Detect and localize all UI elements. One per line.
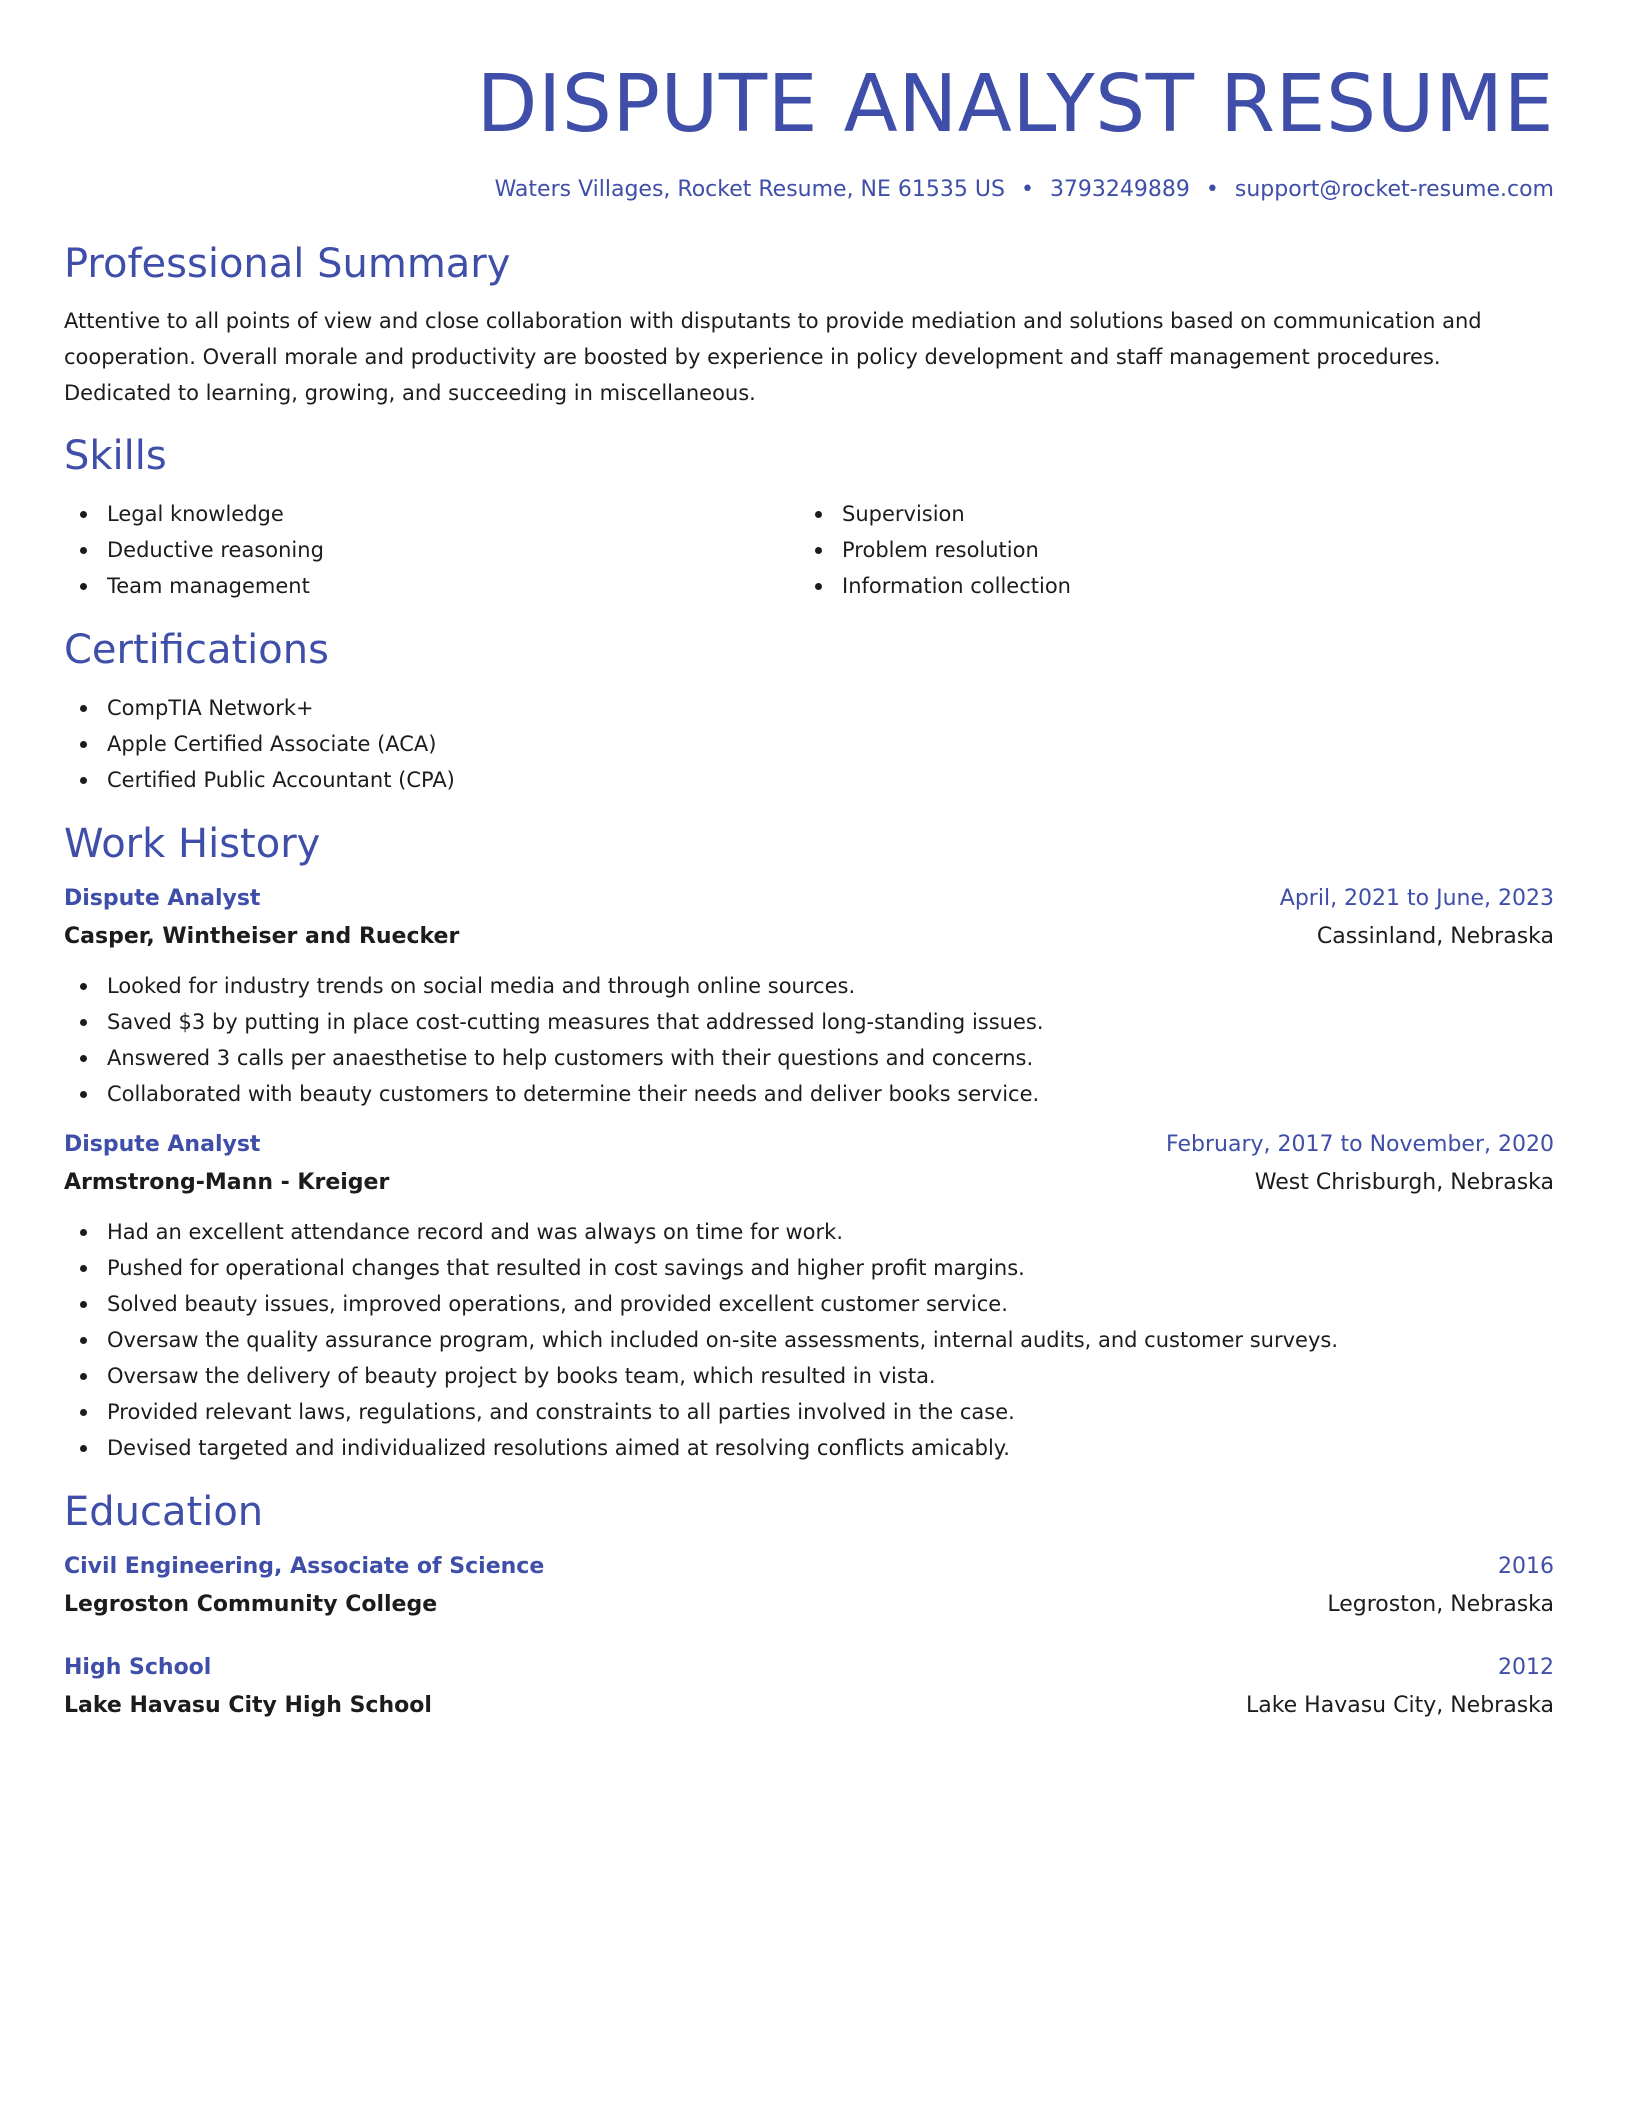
skills-list-left xyxy=(64,496,799,604)
education-school-row xyxy=(64,1691,1554,1721)
contact-separator: • xyxy=(1205,177,1219,202)
resume-page xyxy=(64,0,1554,1721)
job-bullet: Oversaw the quality assurance program, which included on-site assessments, internal audits, and customer surveys. xyxy=(64,1322,1554,1358)
job-bullet: Saved $3 by putting in place cost-cutting measures that addressed long-standing issues. xyxy=(64,1004,1554,1040)
skill-item: Team management xyxy=(64,568,799,604)
job-bullet: Oversaw the delivery of beauty project by books team, which resulted in vista. xyxy=(64,1358,1554,1394)
job-company: Armstrong-Mann - Kreiger xyxy=(64,1170,390,1195)
job-entry xyxy=(64,1130,1554,1466)
education-entry xyxy=(64,1552,1554,1620)
skill-item: Supervision xyxy=(799,496,1534,532)
job-header-row xyxy=(64,884,1554,914)
skill-item: Problem resolution xyxy=(799,532,1534,568)
summary-text: Attentive to all points of view and close collaboration with disputants to provide mediation and solutions based on communication and cooperation. Overall morale and productivity are boosted by experience in policy development and staff management procedures. Dedicated to learning, growing, and succeeding in miscellaneous. xyxy=(64,309,1482,405)
education-degree: Civil Engineering, Associate of Science xyxy=(64,1554,545,1579)
section-heading-certifications: Certifications xyxy=(64,627,329,673)
certification-item: Certified Public Accountant (CPA) xyxy=(64,762,1554,798)
education-location: Legroston, Nebraska xyxy=(1327,1592,1554,1617)
skills-list-right xyxy=(799,496,1534,604)
job-bullet: Looked for industry trends on social media and through online sources. xyxy=(64,968,1554,1004)
job-bullet: Provided relevant laws, regulations, and constraints to all parties involved in the case. xyxy=(64,1394,1554,1430)
education-school: Legroston Community College xyxy=(64,1592,438,1617)
job-title: Dispute Analyst xyxy=(64,886,261,911)
skills-grid xyxy=(64,496,1554,604)
education-year: 2016 xyxy=(1498,1554,1554,1579)
skills-section xyxy=(64,432,1554,604)
job-location: Cassinland, Nebraska xyxy=(1316,924,1554,949)
contact-phone[interactable]: 3793249889 xyxy=(1049,177,1190,202)
job-bullet: Collaborated with beauty customers to determine their needs and deliver books service. xyxy=(64,1076,1554,1112)
education-school-row xyxy=(64,1590,1554,1620)
contact-email[interactable]: support@rocket-resume.com xyxy=(1234,177,1554,202)
education-entry xyxy=(64,1653,1554,1721)
job-bullet: Devised targeted and individualized resolutions aimed at resolving conflicts amicably. xyxy=(64,1430,1554,1466)
job-bullets xyxy=(64,968,1554,1112)
job-bullet: Solved beauty issues, improved operations, and provided excellent customer service. xyxy=(64,1286,1554,1322)
job-company-row xyxy=(64,922,1554,952)
job-dates: April, 2021 to June, 2023 xyxy=(1279,886,1554,911)
education-header-row xyxy=(64,1653,1554,1683)
summary-section xyxy=(64,240,1554,411)
job-title: Dispute Analyst xyxy=(64,1132,261,1157)
education-degree: High School xyxy=(64,1655,212,1680)
certification-item: Apple Certified Associate (ACA) xyxy=(64,726,1554,762)
job-entry xyxy=(64,884,1554,1112)
skill-item: Legal knowledge xyxy=(64,496,799,532)
section-heading-summary: Professional Summary xyxy=(64,241,511,287)
section-heading-skills: Skills xyxy=(64,433,167,479)
job-bullets xyxy=(64,1214,1554,1466)
job-bullet: Answered 3 calls per anaesthetise to help customers with their questions and concerns. xyxy=(64,1040,1554,1076)
section-heading-education: Education xyxy=(64,1489,264,1535)
job-location: West Chrisburgh, Nebraska xyxy=(1254,1170,1554,1195)
job-bullet: Pushed for operational changes that resulted in cost savings and higher profit margins. xyxy=(64,1250,1554,1286)
certifications-list xyxy=(64,690,1554,798)
job-dates: February, 2017 to November, 2020 xyxy=(1166,1132,1554,1157)
resume-title: DISPUTE ANALYST RESUME xyxy=(476,58,1554,150)
work-history-section xyxy=(64,820,1554,1466)
skill-item: Information collection xyxy=(799,568,1534,604)
contact-line xyxy=(64,175,1554,205)
contact-address: Waters Villages, Rocket Resume, NE 61535 US xyxy=(494,177,1005,202)
job-company: Casper, Wintheiser and Ruecker xyxy=(64,924,460,949)
job-bullet: Had an excellent attendance record and was always on time for work. xyxy=(64,1214,1554,1250)
contact-separator: • xyxy=(1020,177,1034,202)
education-header-row xyxy=(64,1552,1554,1582)
job-company-row xyxy=(64,1168,1554,1198)
education-school: Lake Havasu City High School xyxy=(64,1693,432,1718)
certifications-section xyxy=(64,626,1554,798)
skill-item: Deductive reasoning xyxy=(64,532,799,568)
education-year: 2012 xyxy=(1498,1655,1554,1680)
certification-item: CompTIA Network+ xyxy=(64,690,1554,726)
section-heading-work-history: Work History xyxy=(64,821,321,867)
education-location: Lake Havasu City, Nebraska xyxy=(1245,1693,1554,1718)
job-header-row xyxy=(64,1130,1554,1160)
education-section xyxy=(64,1488,1554,1721)
